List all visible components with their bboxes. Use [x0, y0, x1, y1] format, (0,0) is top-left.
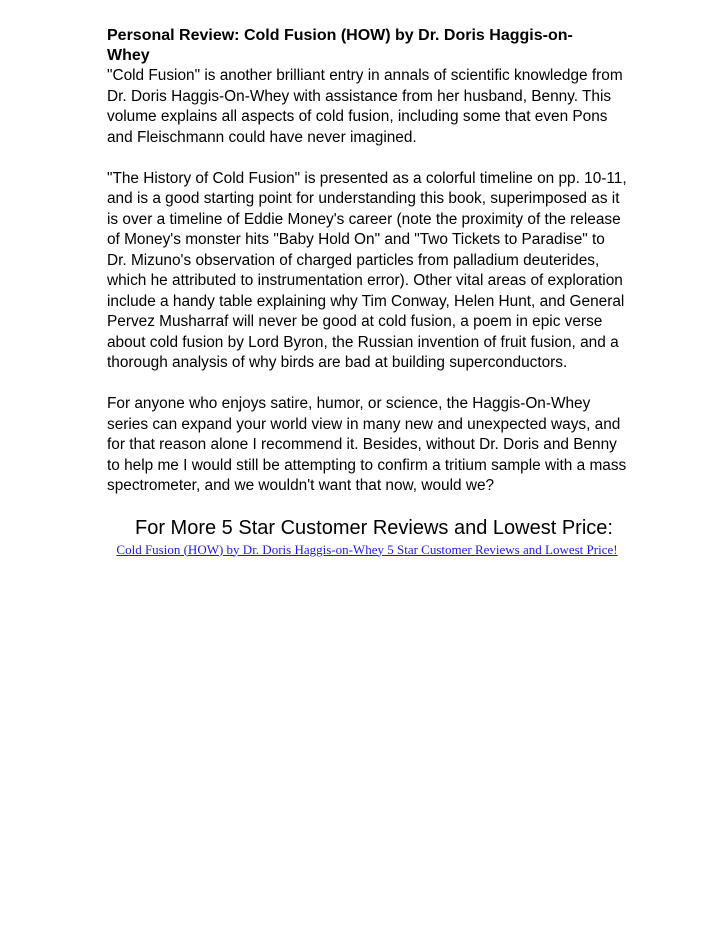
- review-title: Personal Review: Cold Fusion (HOW) by Dr. Doris Haggis-on-Whey: [107, 27, 573, 64]
- paragraph-spacer: [107, 148, 627, 169]
- document-page: [107, 26, 627, 558]
- reviews-link[interactable]: Cold Fusion (HOW) by Dr. Doris Haggis-on-Whey 5 Star Customer Reviews and Lowest Price!: [116, 541, 618, 557]
- paragraph-spacer: [107, 374, 627, 395]
- cta-link-container: [107, 542, 627, 558]
- review-paragraph-3: For anyone who enjoys satire, humor, or science, the Haggis-On-Whey series can expand your world view in many new and unexpected ways, and for that reason alone I recommend it. Besides, without Dr. Doris and Benny to help me I would still be attempting to confirm a tritium sample with a mass spectrometer, and we wouldn't want that now, would we?: [107, 395, 627, 494]
- cta-heading: For More 5 Star Customer Reviews and Lowest Price:: [135, 516, 613, 539]
- review-paragraph-2: "The History of Cold Fusion" is presented as a colorful timeline on pp. 10-11, and is a good starting point for understanding this book, superimposed as it is over a timeline of Eddie Money's career (note the proximity of the release of Money's monster hits "Baby Hold On" and "Two Tickets to Paradise" to Dr. Mizuno's observation of charged particles from palladium deuterides, which he attributed to instrumentation error). Other vital areas of exploration include a handy table explaining why Tim Conway, Helen Hunt, and General Pervez Musharraf will never be good at cold fusion, a poem in epic verse about cold fusion by Lord Byron, the Russian invention of fruit fusion, and a thorough analysis of why birds are bad at building superconductors.: [107, 169, 627, 371]
- review-paragraph-1: "Cold Fusion" is another brilliant entry in annals of scientific knowledge from Dr. Doris Haggis-On-Whey with assistance from her husband, Benny. This volume explains all aspects of cold fusion, including some that even Pons and Fleischmann could have never imagined.: [107, 67, 623, 146]
